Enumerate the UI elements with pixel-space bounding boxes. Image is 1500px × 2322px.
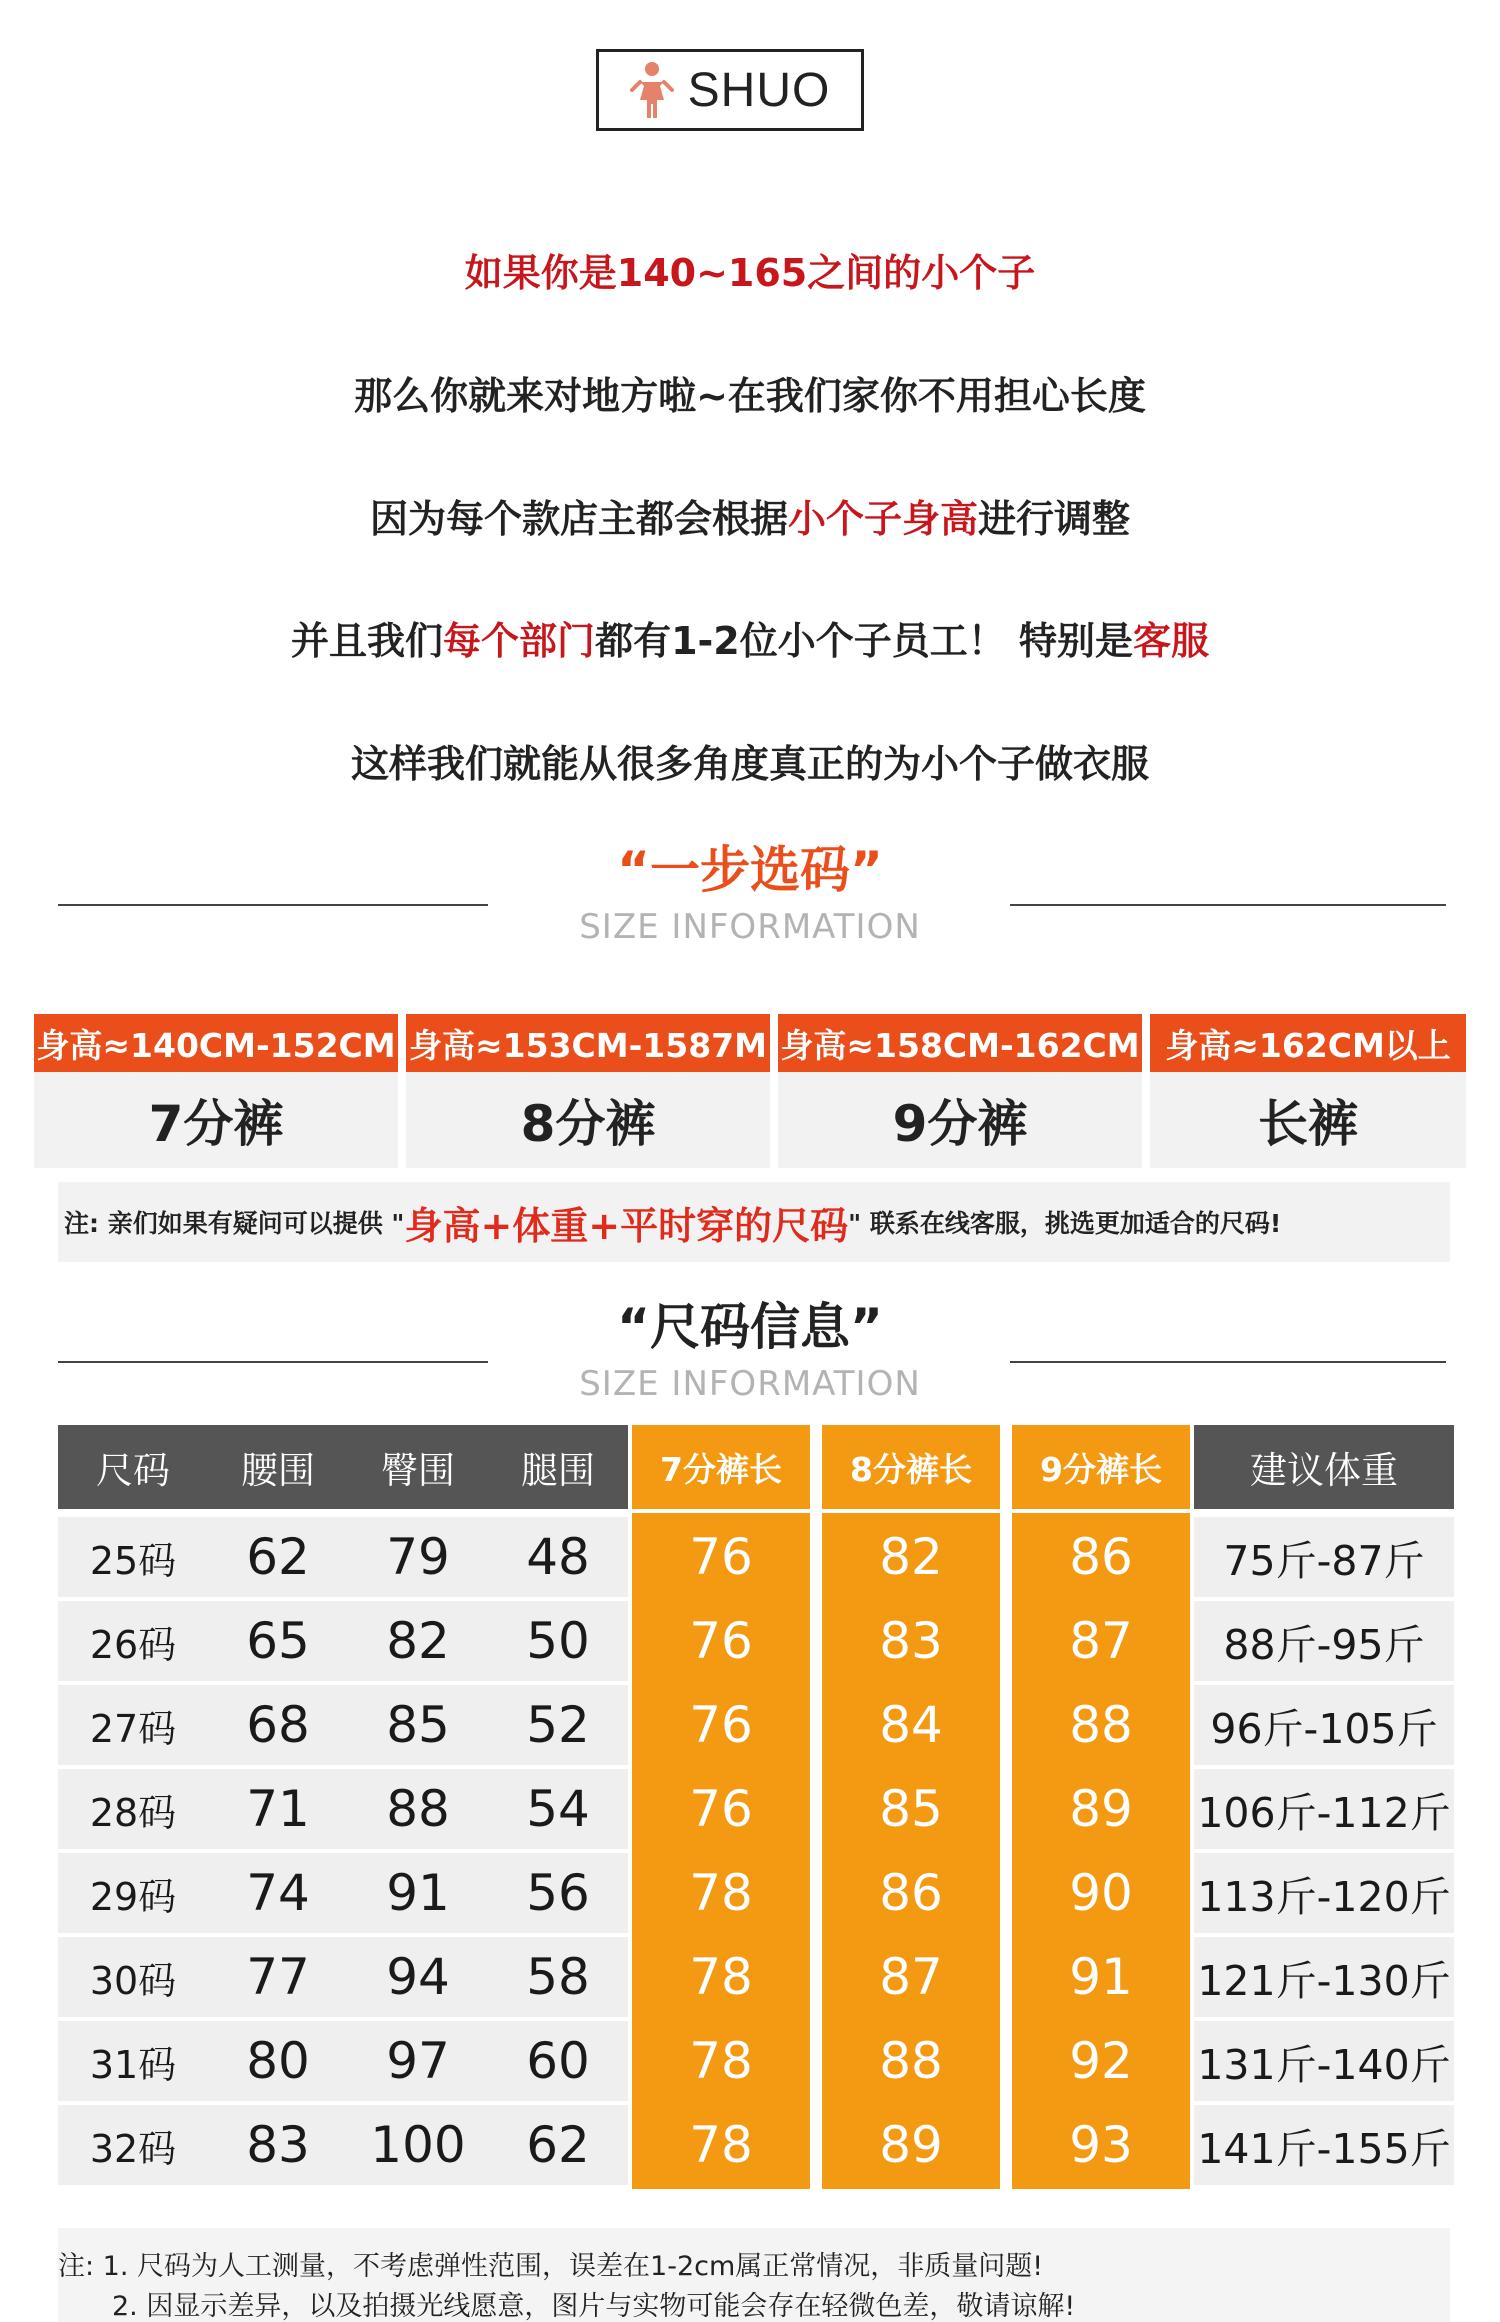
section-subtitle-2: SIZE INFORMATION: [579, 1364, 921, 1404]
height-range: 身高≈162CM以上: [1150, 1014, 1466, 1072]
cell-size: 26码: [58, 1601, 208, 1681]
header-waist: 腰围: [208, 1425, 348, 1509]
cell-waist: 80: [208, 2021, 348, 2101]
cell-weight: 96斤-105斤: [1194, 1685, 1454, 1765]
cell-length-7: 76: [632, 1513, 810, 1601]
pants-length: 9分裤: [778, 1072, 1142, 1168]
cell-length-8: 82: [822, 1513, 1000, 1601]
height-box-long: [1150, 1014, 1466, 1168]
intro-line-3-highlight: 小个子身高: [787, 497, 978, 541]
cell-thigh: 58: [488, 1937, 628, 2017]
pants-length: 8分裤: [406, 1072, 770, 1168]
height-range: 身高≈158CM-162CM: [778, 1014, 1142, 1072]
note-highlight: 身高+体重+平时穿的尺码: [404, 1203, 849, 1248]
cell-hip: 85: [348, 1685, 488, 1765]
header-size: 尺码: [58, 1425, 208, 1509]
cell-hip: 91: [348, 1853, 488, 1933]
note-a: 注: 亲们如果有疑问可以提供 ": [64, 1209, 405, 1238]
cell-length-8: 83: [822, 1597, 1000, 1685]
pants-length: 7分裤: [34, 1072, 398, 1168]
cell-size: 31码: [58, 2021, 208, 2101]
cell-thigh: 62: [488, 2105, 628, 2185]
brand-logo: [596, 49, 864, 131]
cell-hip: 100: [348, 2105, 488, 2185]
intro-line-1: 如果你是140~165之间的小个子: [464, 251, 1036, 295]
cell-size: 27码: [58, 1685, 208, 1765]
cell-size: 25码: [58, 1517, 208, 1597]
cell-thigh: 54: [488, 1769, 628, 1849]
cell-length-9: 93: [1012, 2101, 1190, 2189]
intro-line-3-a: 因为每个款店主都会根据: [369, 497, 788, 541]
cell-length-8: 86: [822, 1849, 1000, 1937]
cell-waist: 62: [208, 1517, 348, 1597]
cell-length-7: 78: [632, 1933, 810, 2021]
intro-line-3: [0, 488, 1500, 543]
intro-line-3-c: 进行调整: [978, 497, 1131, 541]
cell-weight: 121斤-130斤: [1194, 1937, 1454, 2017]
cell-thigh: 60: [488, 2021, 628, 2101]
cell-length-9: 89: [1012, 1765, 1190, 1853]
cell-thigh: 50: [488, 1601, 628, 1681]
table-row: [58, 2021, 1454, 2101]
cell-length-7: 78: [632, 2101, 810, 2189]
intro-line-4-highlight-2: 客服: [1132, 619, 1209, 663]
cell-waist: 71: [208, 1769, 348, 1849]
cell-length-7: 78: [632, 1849, 810, 1937]
cell-hip: 79: [348, 1517, 488, 1597]
cell-size: 32码: [58, 2105, 208, 2185]
cell-waist: 77: [208, 1937, 348, 2017]
intro-line-4-c: 都有1-2位小个子员工！ 特别是: [595, 619, 1133, 663]
cell-length-8: 89: [822, 2101, 1000, 2189]
cell-waist: 68: [208, 1685, 348, 1765]
cell-weight: 131斤-140斤: [1194, 2021, 1454, 2101]
cell-length-7: 76: [632, 1681, 810, 1769]
cell-length-9: 88: [1012, 1681, 1190, 1769]
table-row: [58, 1937, 1454, 2017]
cell-length-9: 92: [1012, 2017, 1190, 2105]
footnote-2: 2. 因显示差异，以及拍摄光线愿意，图片与实物可能会存在轻微色差，敬请谅解!: [112, 2291, 1076, 2322]
cell-length-8: 84: [822, 1681, 1000, 1769]
cell-size: 28码: [58, 1769, 208, 1849]
height-box-9: [778, 1014, 1142, 1168]
section-title-size-info: “尺码信息”: [617, 1298, 883, 1356]
cell-hip: 97: [348, 2021, 488, 2101]
cell-length-8: 88: [822, 2017, 1000, 2105]
cell-weight: 113斤-120斤: [1194, 1853, 1454, 1933]
height-box-7: [34, 1014, 398, 1168]
cell-size: 30码: [58, 1937, 208, 2017]
cell-weight: 141斤-155斤: [1194, 2105, 1454, 2185]
logo-text: SHUO: [687, 63, 831, 117]
divider-right-2: [1010, 1361, 1446, 1363]
height-box-8: [406, 1014, 770, 1168]
table-header: [58, 1425, 1454, 1509]
cell-thigh: 56: [488, 1853, 628, 1933]
intro-line-4-highlight-1: 每个部门: [443, 619, 596, 663]
cell-thigh: 52: [488, 1685, 628, 1765]
header-length-8: 8分裤长: [822, 1425, 1000, 1509]
size-table: [58, 1425, 1454, 2174]
cell-length-9: 86: [1012, 1513, 1190, 1601]
cell-weight: 75斤-87斤: [1194, 1517, 1454, 1597]
cell-hip: 88: [348, 1769, 488, 1849]
cell-length-8: 85: [822, 1765, 1000, 1853]
cell-weight: 88斤-95斤: [1194, 1601, 1454, 1681]
divider-left: [58, 904, 488, 906]
cell-length-7: 76: [632, 1597, 810, 1685]
cell-size: 29码: [58, 1853, 208, 1933]
cell-thigh: 48: [488, 1517, 628, 1597]
cell-length-7: 76: [632, 1765, 810, 1853]
section-subtitle: SIZE INFORMATION: [579, 907, 921, 947]
divider-left-2: [58, 1361, 488, 1363]
cell-length-9: 87: [1012, 1597, 1190, 1685]
header-weight: 建议体重: [1194, 1425, 1454, 1509]
cell-waist: 74: [208, 1853, 348, 1933]
header-thigh: 腿围: [488, 1425, 628, 1509]
cell-length-7: 78: [632, 2017, 810, 2105]
table-row: [58, 1853, 1454, 1933]
header-length-9: 9分裤长: [1012, 1425, 1190, 1509]
height-range: 身高≈153CM-1587M: [406, 1014, 770, 1072]
table-row: [58, 1769, 1454, 1849]
cell-waist: 65: [208, 1601, 348, 1681]
note-c: " 联系在线客服，挑选更加适合的尺码!: [848, 1209, 1282, 1238]
height-range: 身高≈140CM-152CM: [34, 1014, 398, 1072]
intro-line-4: [0, 610, 1500, 665]
intro-line-4-a: 并且我们: [291, 619, 444, 663]
header-length-7: 7分裤长: [632, 1425, 810, 1509]
cell-length-8: 87: [822, 1933, 1000, 2021]
intro-line-5: 这样我们就能从很多角度真正的为小个子做衣服: [350, 742, 1149, 786]
header-hip: 臀围: [348, 1425, 488, 1509]
table-row: [58, 2105, 1454, 2185]
contact-note: [58, 1182, 1450, 1262]
table-row: [58, 1601, 1454, 1681]
cell-length-9: 91: [1012, 1933, 1190, 2021]
cell-length-9: 90: [1012, 1849, 1190, 1937]
footnote-1: 注: 1. 尺码为人工测量，不考虑弹性范围，误差在1-2cm属正常情况，非质量问题!: [58, 2251, 1044, 2282]
child-figure-icon: [630, 60, 674, 120]
table-row: [58, 1685, 1454, 1765]
cell-hip: 82: [348, 1601, 488, 1681]
pants-length: 长裤: [1150, 1072, 1466, 1168]
cell-waist: 83: [208, 2105, 348, 2185]
intro-line-2: 那么你就来对地方啦~在我们家你不用担心长度: [354, 374, 1146, 418]
divider-right: [1010, 904, 1446, 906]
cell-hip: 94: [348, 1937, 488, 2017]
section-title-quick-size: “一步选码”: [617, 841, 883, 899]
table-row: [58, 1517, 1454, 1597]
cell-weight: 106斤-112斤: [1194, 1769, 1454, 1849]
